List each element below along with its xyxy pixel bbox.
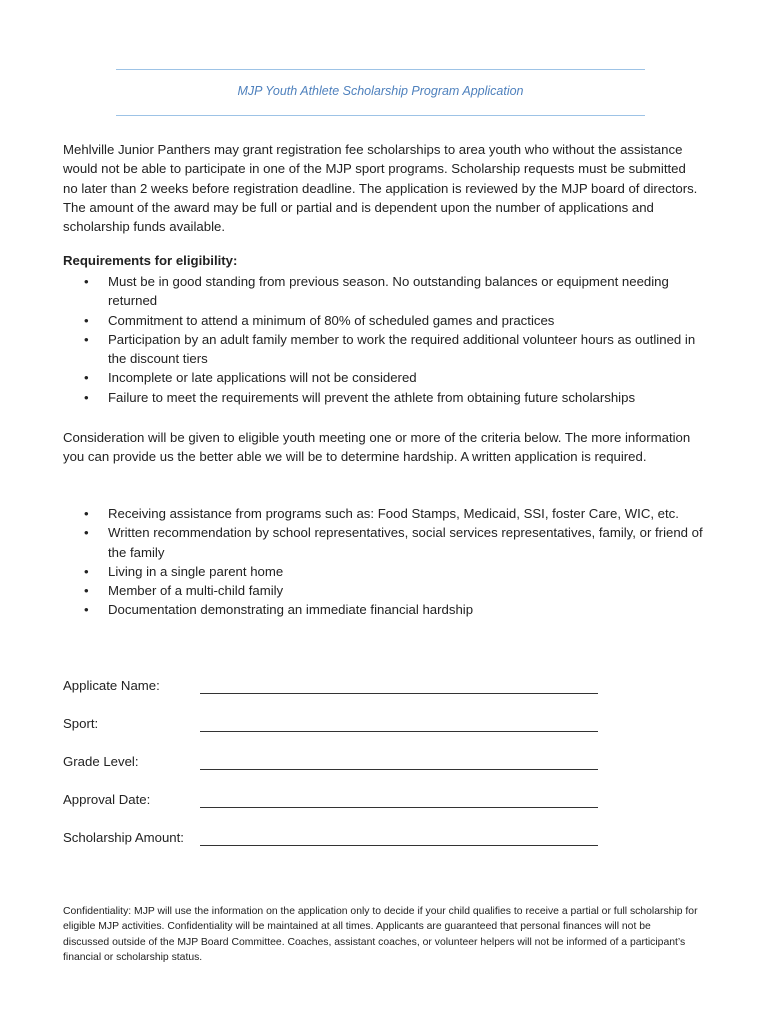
title-banner: [116, 69, 645, 116]
list-item: • Participation by an adult family member to work the required additional volunteer hours as outlined in the discount tiers: [84, 331, 696, 367]
grade-level-label: Grade Level:: [63, 754, 139, 769]
intro-paragraph: Mehlville Junior Panthers may grant registration fee scholarships to area youth who without the assistance would not be able to participate in one of the MJP sport programs. Scholarship requests must be submitted no later than 2 weeks before registration deadline. The application is reviewed by the MJP board of directors. The amount of the award may be full or partial and is dependent upon the number of applications and scholarship funds available.: [63, 142, 698, 235]
applicant-name-row: [63, 678, 603, 698]
scholarship-amount-label: Scholarship Amount:: [63, 830, 184, 845]
bullet-icon: •: [84, 583, 89, 599]
approval-date-row: [63, 792, 603, 812]
bullet-icon: •: [84, 525, 89, 541]
scholarship-amount-row: [63, 830, 603, 850]
bullet-icon: •: [84, 274, 89, 289]
list-item: • Incomplete or late applications will not be considered: [63, 368, 703, 387]
list-item: • Living in a single parent home: [63, 562, 703, 581]
list-item: • Must be in good standing from previous season. No outstanding balances or equipment needing returned: [84, 274, 669, 309]
bullet-icon: •: [84, 506, 89, 521]
bullet-icon: •: [84, 312, 89, 328]
requirements-heading: Requirements for eligibility:: [63, 253, 238, 268]
grade-level-row: [63, 754, 603, 774]
consideration-paragraph: Consideration will be given to eligible youth meeting one or more of the criteria below. The more information you can provide us the better able we will be to determine hardship. A written application is required.: [63, 430, 691, 465]
list-item: • Member of a multi-child family: [63, 581, 703, 600]
list-item: • Documentation demonstrating an immediate financial hardship: [63, 600, 703, 619]
scholarship-amount-field[interactable]: [200, 845, 598, 846]
sport-row: [63, 716, 603, 736]
approval-date-label: Approval Date:: [63, 792, 151, 807]
list-item: • Receiving assistance from programs such as: Food Stamps, Medicaid, SSI, foster Care, WIC, etc.: [63, 504, 703, 523]
criteria-list: [63, 504, 703, 620]
applicant-name-label: Applicate Name:: [63, 678, 160, 693]
list-item: • Commitment to attend a minimum of 80% of scheduled games and practices: [63, 311, 703, 330]
grade-level-field[interactable]: [200, 769, 598, 770]
sport-label: Sport:: [63, 716, 99, 731]
list-item: • Written recommendation by school representatives, social services representatives, family, or friend of the family: [84, 525, 703, 560]
bullet-icon: •: [84, 389, 89, 405]
bullet-icon: •: [84, 602, 89, 618]
document-title: MJP Youth Athlete Scholarship Program Application: [237, 84, 524, 98]
bullet-icon: •: [84, 563, 89, 579]
bullet-icon: •: [84, 331, 89, 347]
requirements-list: [63, 272, 703, 407]
bullet-icon: •: [84, 370, 89, 386]
applicant-name-field[interactable]: [200, 693, 598, 694]
confidentiality-note: Confidentiality: MJP will use the information on the application only to decide if your child qualifies to receive a partial or full scholarship for eligible MJP activities. Confidentiality will be maintained at all times. Applicants are guaranteed that personal finances will not be discussed outside of the MJP Board Committee. Coaches, assistant coaches, or volunteer helpers will not be informed of a participant’s financial or scholarship status.: [63, 906, 698, 964]
approval-date-field[interactable]: [200, 807, 598, 808]
list-item: • Failure to meet the requirements will prevent the athlete from obtaining future scholarships: [63, 388, 703, 407]
sport-field[interactable]: [200, 731, 598, 732]
